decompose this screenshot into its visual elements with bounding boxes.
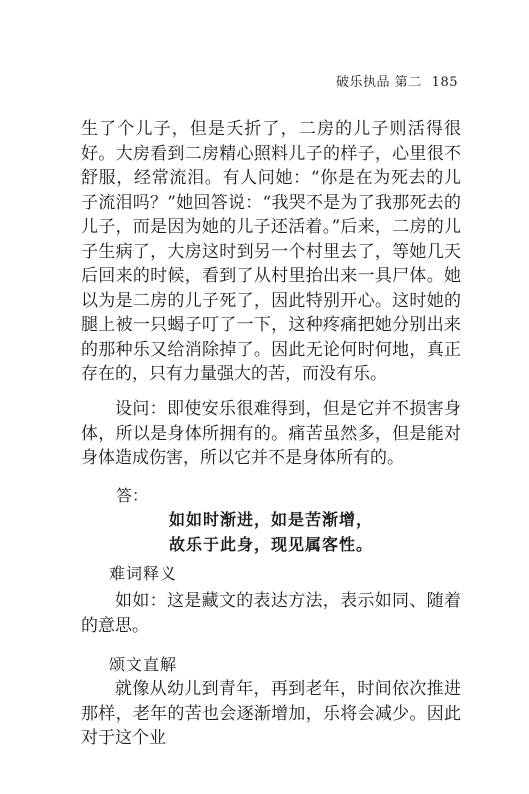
header-title: 破乐执品 第二 [336, 75, 422, 90]
section-title-explanation: 颂文直解 [109, 655, 178, 674]
running-header [336, 71, 458, 90]
page-number: 185 [431, 75, 458, 90]
verse-line-1: 如如时渐进，如是苦渐增， [169, 510, 374, 529]
section-title-glossary: 难词释义 [109, 564, 178, 583]
paragraph-explanation: 就像从幼儿到青年，再到老年，时间依次推进那样，老年的苦也会逐渐增加，乐将会减少。因此对于这个业 [81, 679, 461, 748]
verse-line-2: 故乐于此身，现见属客性。 [169, 535, 374, 554]
paragraph-question: 设问：即使安乐很难得到，但是它并不损害身体，所以是身体所拥有的。痛苦虽然多，但是能对身体造成伤害，所以它并不是身体所有的。 [81, 399, 461, 468]
paragraph-story: 生了个儿子，但是夭折了，二房的儿子则活得很好。大房看到二房精心照料儿子的样子，心里很不舒服，经常流泪。有人问她：“你是在为死去的儿子流泪吗？”她回答说：“我哭不是为了我那死去的儿子，而是因为她的儿子还活着。”后来，二房的儿子生病了，大房这时到另一个村里去了，等她几天后回来的时候，看到了从村里抬出来一具尸体。她以为是二房的儿子死了，因此特别开心。这时她的腿上被一只蝎子叮了一下，这种疼痛把她分别出来的那种乐又给消除掉了。因此无论何时何地，真正存在的，只有力量强大的苦，而没有乐。 [81, 119, 461, 384]
paragraph-glossary: 如如：这是藏文的表达方法，表示如同、随着的意思。 [81, 591, 461, 636]
answer-label: 答： [116, 486, 149, 505]
